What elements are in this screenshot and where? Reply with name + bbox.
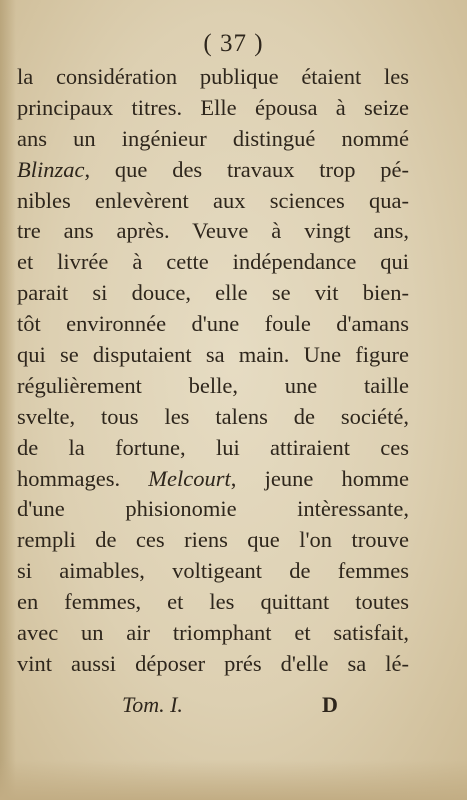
text-line-5: nibles enlevèrent aux sciences qua- — [17, 187, 409, 213]
text-line-6: tre ans après. Veuve à vingt ans, — [17, 218, 409, 244]
gathering-letter: D — [322, 692, 338, 717]
volume-signature: Tom. I. — [122, 692, 183, 717]
page-edge-shadow — [0, 0, 16, 800]
text-line-3: ans un ingénieur distingué nommé — [17, 125, 409, 151]
page-number: ( 37 ) — [203, 30, 264, 57]
text-line-10: qui se disputaient sa main. Une figure — [17, 342, 409, 368]
body-text — [17, 62, 409, 680]
text-line-15: d'une phisionomie intèressante, — [17, 496, 409, 522]
text-line-11: régulièrement belle, une taille — [17, 372, 409, 398]
text-line-8: parait si douce, elle se vit bien- — [17, 280, 409, 306]
text-line-19: avec un air triomphant et satisfait, — [17, 620, 409, 646]
text-line-4 — [17, 155, 409, 186]
text-line-4-rest: , que des travaux trop pé- — [84, 156, 409, 182]
page-bottom-shadow — [0, 760, 467, 800]
text-line-12: svelte, tous les talens de société, — [17, 403, 409, 429]
text-line-17: si aimables, voltigeant de femmes — [17, 558, 409, 584]
text-line-14-start: hommages. — [17, 465, 121, 491]
text-line-18: en femmes, et les quittant toutes — [17, 589, 409, 615]
text-line-1: la considération publique étaient les — [17, 64, 409, 89]
text-line-14 — [17, 464, 409, 495]
text-line-20: vint aussi déposer prés d'elle sa lé- — [17, 650, 409, 676]
page-footer — [0, 692, 467, 724]
name-blinzac: Blinzac — [17, 156, 85, 182]
text-line-14-rest: , jeune homme — [230, 465, 409, 491]
text-line-9: tôt environnée d'une foule d'amans — [17, 311, 409, 337]
text-line-13: de la fortune, lui attiraient ces — [17, 434, 409, 460]
name-melcourt: Melcourt — [148, 465, 231, 491]
text-line-16: rempli de ces riens que l'on trouve — [17, 527, 409, 553]
text-line-7: et livrée à cette indépendance qui — [17, 249, 409, 275]
text-line-2: principaux titres. Elle épousa à seize — [17, 94, 409, 120]
